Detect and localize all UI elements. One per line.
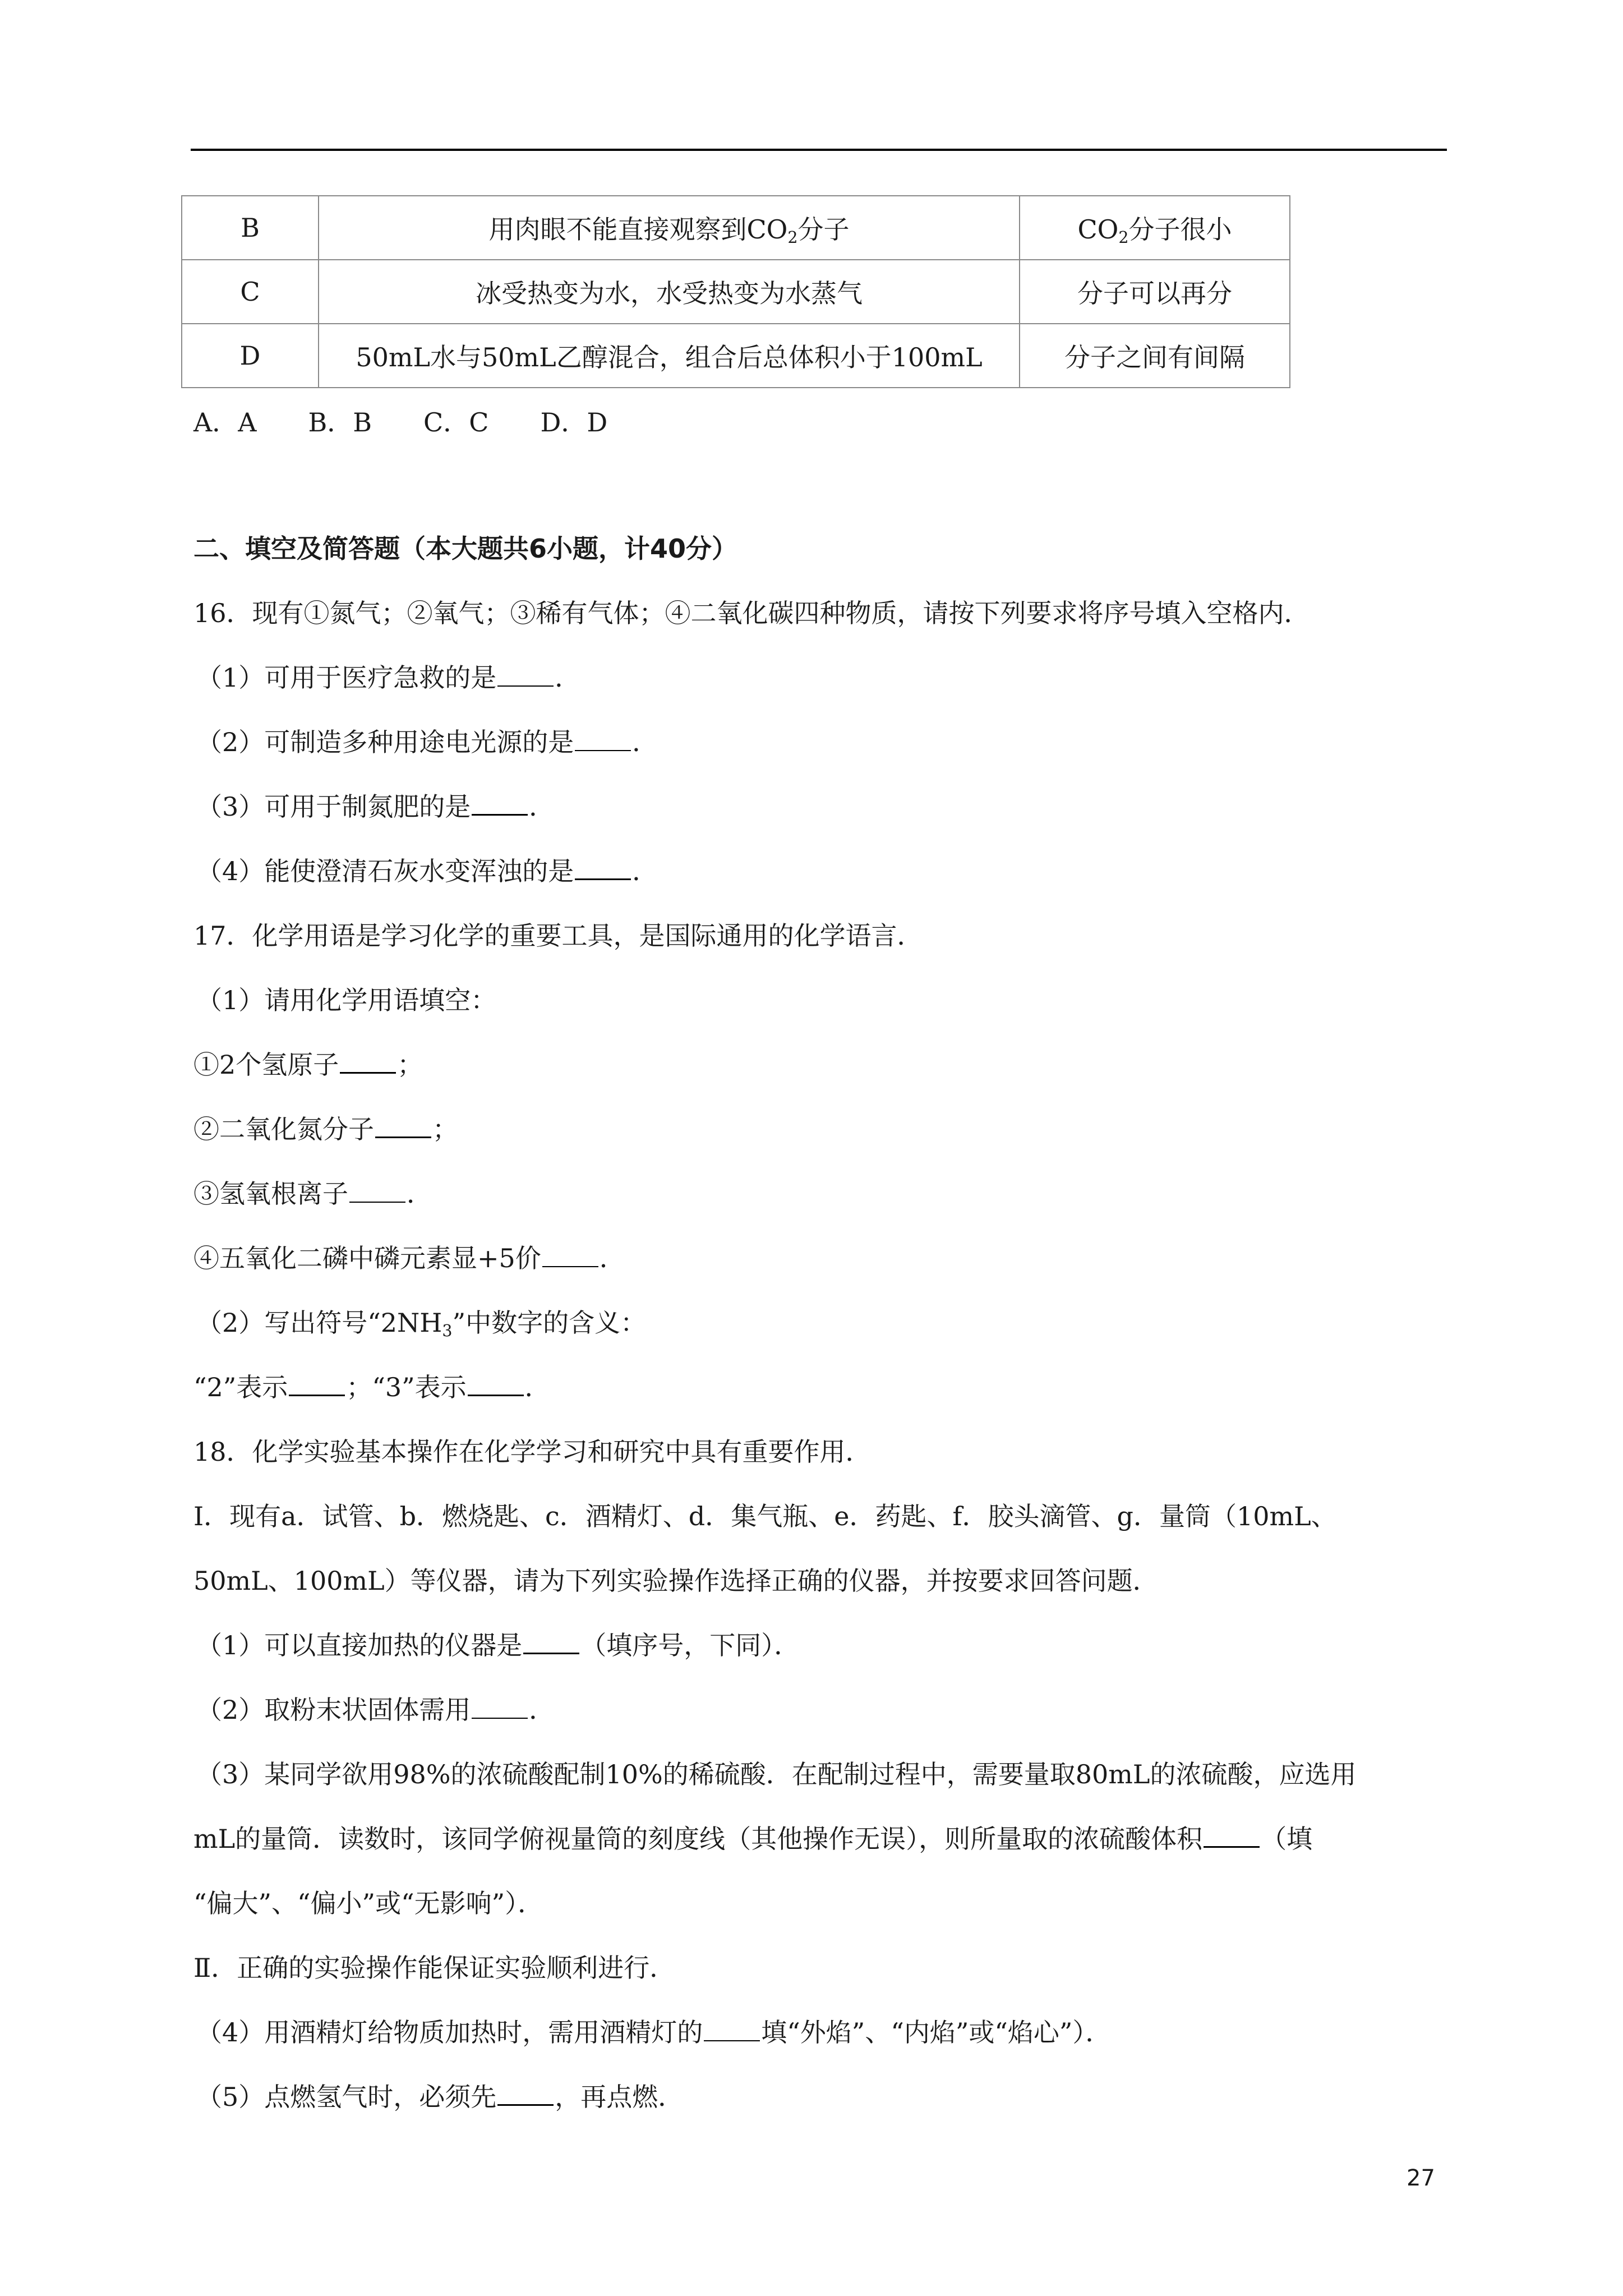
answer-blank[interactable]	[704, 2040, 760, 2041]
answer-blank[interactable]	[497, 2104, 554, 2106]
q16-part4: （4）能使澄清石灰水变浑浊的是 ．	[196, 856, 658, 886]
q17-sub1: ①2个氢原子 ；	[193, 1050, 423, 1080]
explanation-cell: 分子之间有间隔	[1020, 324, 1290, 388]
answer-blank[interactable]	[472, 813, 528, 816]
q18-part3-line2: mL的量筒．读数时，该同学俯视量筒的刻度线（其他操作无误），则所量取的浓硫酸体积 （填	[193, 1824, 1313, 1854]
q17-sub3: ③氢氧根离子 ．	[193, 1179, 432, 1209]
q17-part1: （1）请用化学用语填空：	[196, 985, 497, 1015]
fact-cell: 用肉眼不能直接观察到$CO_2$分子	[319, 196, 1020, 260]
q17-stem: 17．化学用语是学习化学的重要工具，是国际通用的化学语言．	[193, 921, 923, 951]
explanation-cell: $CO_2$分子很小	[1020, 196, 1290, 260]
answer-blank[interactable]	[497, 685, 554, 687]
answer-blank[interactable]	[349, 1201, 405, 1203]
q18-part5: （5）点燃氢气时，必须先 ，再点燃．	[196, 2082, 684, 2112]
answer-blank[interactable]	[468, 1394, 524, 1396]
answer-choices: A．A B．B C．C D．D	[193, 407, 608, 438]
q18-part3-line3: “偏大”、“偏小”或“无影响”）．	[193, 1888, 544, 1918]
header-rule	[191, 149, 1447, 151]
explanation-cell: 分子可以再分	[1020, 260, 1290, 324]
answer-blank[interactable]	[1204, 1846, 1260, 1848]
answer-blank[interactable]	[340, 1071, 396, 1074]
q18-part1: （1）可以直接加热的仪器是 （填序号，下同）．	[196, 1630, 800, 1660]
table-row	[182, 324, 1290, 388]
q17-meanings: “2”表示 ；“3”表示 ．	[193, 1372, 551, 1402]
page-number: 27	[1407, 2165, 1435, 2191]
fact-cell: 50mL水与50mL乙醇混合，组合后总体积小于100mL	[319, 324, 1020, 388]
answer-blank[interactable]	[575, 749, 631, 751]
answer-blank[interactable]	[575, 878, 631, 880]
answer-blank[interactable]	[375, 1136, 431, 1138]
option-label: B	[182, 196, 319, 260]
q18-part4: （4）用酒精灯给物质加热时，需用酒精灯的 填“外焰”、“内焰”或“焰心”）．	[196, 2017, 1112, 2047]
answer-blank[interactable]	[289, 1394, 345, 1396]
q18-part-i-line2: 50mL、100mL）等仪器，请为下列实验操作选择正确的仪器，并按要求回答问题．	[193, 1566, 1159, 1596]
q18-part3-line1: （3）某同学欲用98%的浓硫酸配制10%的稀硫酸．在配制过程中，需要量取80mL的浓硫酸，应选用	[196, 1759, 1357, 1789]
q18-part2: （2）取粉末状固体需用 ．	[196, 1695, 555, 1725]
answer-blank[interactable]	[542, 1266, 598, 1267]
answer-blank[interactable]	[523, 1652, 579, 1654]
section-title: 二、填空及简答题（本大题共6小题，计40分）	[193, 533, 738, 564]
table-row	[182, 196, 1290, 260]
fact-cell: 冰受热变为水，水受热变为水蒸气	[319, 260, 1020, 324]
q18-stem: 18．化学实验基本操作在化学学习和研究中具有重要作用．	[193, 1437, 872, 1467]
answer-blank[interactable]	[472, 1717, 528, 1719]
q18-part-ii: Ⅱ．正确的实验操作能保证实验顺利进行．	[193, 1953, 676, 1983]
q17-sub4: ④五氧化二磷中磷元素显+5价 ．	[193, 1243, 625, 1273]
options-table	[181, 195, 1290, 388]
q17-part2: （2）写出符号“$2NH_3$”中数字的含义：	[196, 1308, 647, 1340]
q16-part2: （2）可制造多种用途电光源的是 ．	[196, 727, 658, 757]
q16-stem: 16．现有①氮气；②氧气；③稀有气体；④二氧化碳四种物质，请按下列要求将序号填入空格内．	[193, 598, 1310, 628]
option-label: D	[182, 324, 319, 388]
q16-part1: （1）可用于医疗急救的是 ．	[196, 662, 581, 693]
q16-part3: （3）可用于制氮肥的是 ．	[196, 792, 555, 822]
option-label: C	[182, 260, 319, 324]
q17-sub2: ②二氧化氮分子 ；	[193, 1114, 458, 1144]
q18-part-i-line1: I．现有a．试管、b．燃烧匙、c．酒精灯、d．集气瓶、e．药匙、f．胶头滴管、g．量筒（10mL、	[193, 1501, 1337, 1531]
table-row	[182, 260, 1290, 324]
